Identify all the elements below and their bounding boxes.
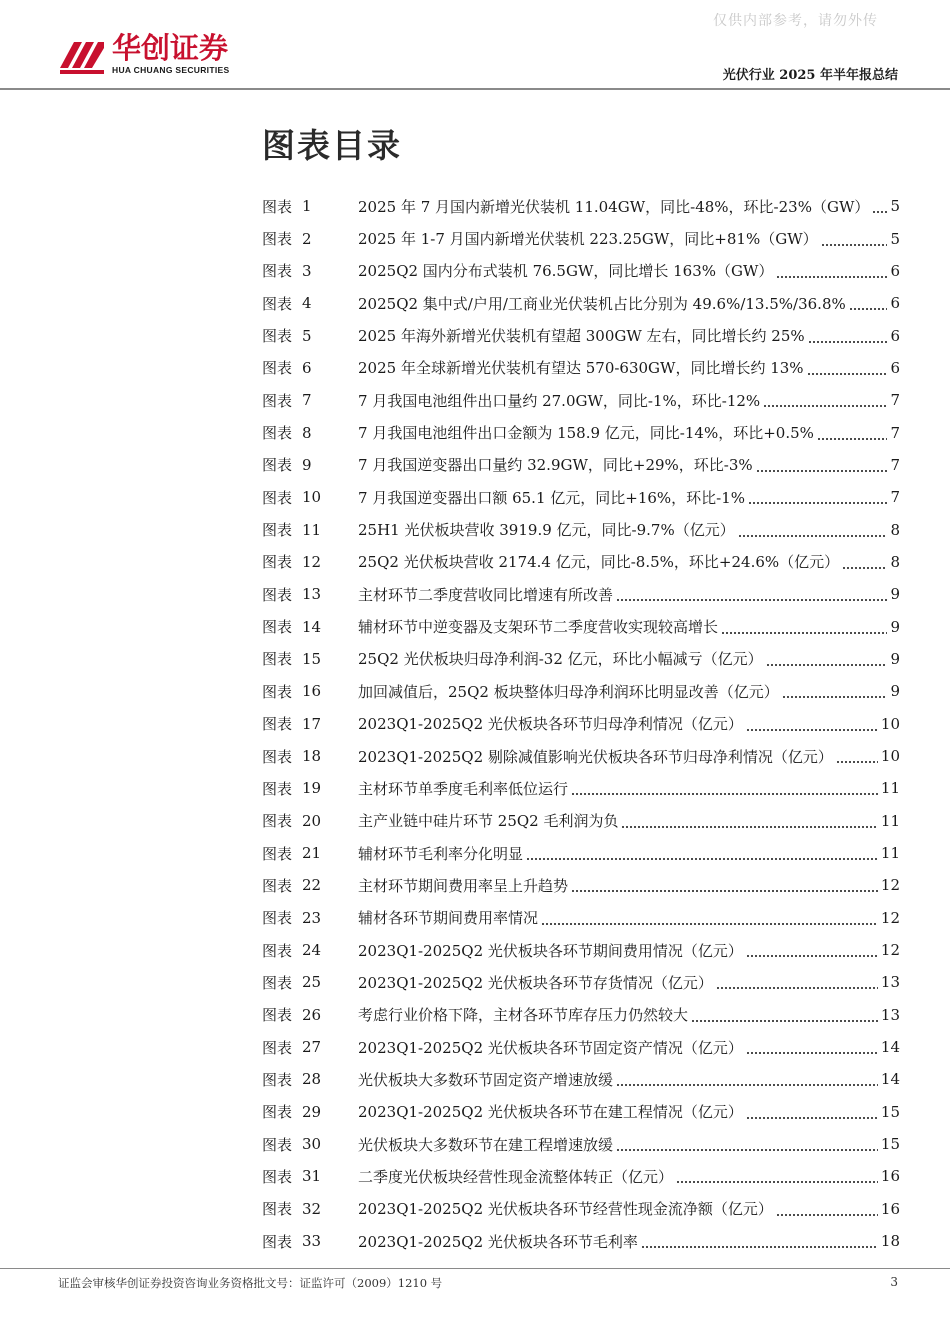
toc-entry-label: 图表 <box>262 1200 293 1219</box>
toc-entry-text: 2023Q1-2025Q2 光伏板块各环节在建工程情况（亿元） <box>358 1103 743 1122</box>
toc-entry[interactable] <box>262 610 900 642</box>
toc-entry-text: 考虑行业价格下降，主材各环节库存压力仍然较大 <box>358 1006 689 1025</box>
toc-dot-leader <box>676 1169 878 1187</box>
toc-entry-label: 图表 <box>262 197 293 216</box>
toc-entry-page: 13 <box>880 973 900 992</box>
toc-entry-number: 16 <box>302 682 322 701</box>
toc-entry-text: 2025 年全球新增光伏装机有望达 570-630GW，同比增长约 13% <box>358 359 804 378</box>
toc-entry-page: 6 <box>890 261 900 280</box>
toc-entry-page: 9 <box>890 617 900 636</box>
toc-dot-leader <box>836 749 878 767</box>
toc-entry[interactable] <box>262 1031 900 1063</box>
toc-entry-label: 图表 <box>262 941 293 960</box>
toc-entry-page: 12 <box>880 876 900 895</box>
toc-entry[interactable] <box>262 1160 900 1192</box>
toc-entry-page: 18 <box>880 1232 900 1251</box>
toc-entry-page: 13 <box>880 1005 900 1024</box>
toc-entry-label: 图表 <box>262 230 293 249</box>
toc-entry-label: 图表 <box>262 1167 293 1186</box>
toc-entry-text: 2025 年海外新增光伏装机有望超 300GW 左右，同比增长约 25% <box>358 327 805 346</box>
toc-entry[interactable] <box>262 222 900 254</box>
toc-entry-page: 16 <box>880 1167 900 1186</box>
toc-entry-number: 17 <box>302 714 322 733</box>
toc-entry-label: 图表 <box>262 618 293 637</box>
toc-entry-text: 2025Q2 国内分布式装机 76.5GW，同比增长 163%（GW） <box>358 262 774 281</box>
toc-entry-page: 6 <box>890 326 900 345</box>
toc-entry-page: 14 <box>880 1070 900 1089</box>
toc-entry-label: 图表 <box>262 391 293 410</box>
toc-dot-leader <box>817 426 888 444</box>
logo-mark-icon <box>58 30 106 76</box>
toc-entry-label: 图表 <box>262 844 293 863</box>
toc-dot-leader <box>821 232 888 250</box>
toc-entry-text: 2023Q1-2025Q2 光伏板块各环节经营性现金流净额（亿元） <box>358 1200 773 1219</box>
toc-entry[interactable] <box>262 1096 900 1128</box>
toc-dot-leader <box>616 1137 878 1155</box>
toc-entry-text: 辅材环节毛利率分化明显 <box>358 844 524 863</box>
toc-entry-page: 9 <box>890 585 900 604</box>
toc-entry-label: 图表 <box>262 1135 293 1154</box>
toc-entry[interactable] <box>262 513 900 545</box>
toc-dot-leader <box>746 1105 878 1123</box>
toc-entry-text: 主材环节二季度营收同比增速有所改善 <box>358 585 614 604</box>
toc-dot-leader <box>746 943 878 961</box>
toc-entry[interactable] <box>262 255 900 287</box>
toc-entry-number: 29 <box>302 1102 322 1121</box>
toc-entry-number: 23 <box>302 908 322 927</box>
toc-entry-page: 7 <box>890 488 900 507</box>
toc-entry-number: 6 <box>302 358 312 377</box>
toc-entry-number: 12 <box>302 552 322 571</box>
toc-entry-page: 8 <box>890 520 900 539</box>
toc-entry-number: 10 <box>302 488 322 507</box>
toc-entry-label: 图表 <box>262 553 293 572</box>
toc-entry-text: 光伏板块大多数环节在建工程增速放缓 <box>358 1135 614 1154</box>
toc-entry-text: 2023Q1-2025Q2 光伏板块各环节存货情况（亿元） <box>358 973 713 992</box>
toc-entry[interactable] <box>262 934 900 966</box>
toc-entry-number: 2 <box>302 229 312 248</box>
toc-entry-label: 图表 <box>262 262 293 281</box>
toc-entry-number: 11 <box>302 520 322 539</box>
toc-dot-leader <box>616 587 887 605</box>
toc-entry-page: 12 <box>880 908 900 927</box>
toc-entry[interactable] <box>262 546 900 578</box>
footer-disclaimer: 证监会审核华创证券投资咨询业务资格批文号：证监许可（2009）1210 号 <box>58 1276 443 1290</box>
toc-entry-number: 31 <box>302 1167 322 1186</box>
toc-entry-number: 32 <box>302 1199 322 1218</box>
toc-entry-text: 加回减值后，25Q2 板块整体归母净利润环比明显改善（亿元） <box>358 682 779 701</box>
toc-entry[interactable] <box>262 481 900 513</box>
toc-entry-label: 图表 <box>262 747 293 766</box>
toc-entry-text: 主材环节期间费用率呈上升趋势 <box>358 876 569 895</box>
toc-entry[interactable] <box>262 190 900 222</box>
toc-entry-page: 11 <box>880 811 900 830</box>
toc-entry-label: 图表 <box>262 650 293 669</box>
logo-name-cn: 华创证券 <box>112 31 229 65</box>
toc-entry-text: 7 月我国逆变器出口量约 32.9GW，同比+29%，环比-3% <box>358 456 753 475</box>
toc-entry-number: 26 <box>302 1005 322 1024</box>
footer-divider <box>0 1268 950 1269</box>
toc-entry-text: 辅材环节中逆变器及支架环节二季度营收实现较高增长 <box>358 618 719 637</box>
toc-dot-leader <box>807 361 888 379</box>
toc-entry-label: 图表 <box>262 1038 293 1057</box>
toc-entry[interactable] <box>262 1063 900 1095</box>
company-logo <box>58 30 258 80</box>
toc-entry[interactable] <box>262 902 900 934</box>
toc-dot-leader <box>571 781 878 799</box>
toc-entry-label: 图表 <box>262 521 293 540</box>
toc-entry[interactable] <box>262 1128 900 1160</box>
toc-entry-label: 图表 <box>262 294 293 313</box>
toc-dot-leader <box>526 846 878 864</box>
toc-entry[interactable] <box>262 869 900 901</box>
toc-entry-number: 15 <box>302 649 322 668</box>
toc-entry-text: 辅材各环节期间费用率情况 <box>358 909 539 928</box>
toc-dot-leader <box>621 814 877 832</box>
toc-entry-text: 2025Q2 集中式/户用/工商业光伏装机占比分别为 49.6%/13.5%/36.8% <box>358 294 846 313</box>
toc-dot-leader <box>776 1202 878 1220</box>
toc-entry-number: 8 <box>302 423 312 442</box>
toc-entry-label: 图表 <box>262 715 293 734</box>
toc-entry-page: 11 <box>880 844 900 863</box>
toc-entry[interactable] <box>262 966 900 998</box>
toc-dot-leader <box>872 199 887 217</box>
report-header-title: 光伏行业 2025 年半年报总结 <box>722 68 898 83</box>
toc-dot-leader <box>746 1040 878 1058</box>
toc-entry-label: 图表 <box>262 779 293 798</box>
toc-dot-leader <box>756 458 888 476</box>
toc-entry[interactable] <box>262 416 900 448</box>
toc-entry-label: 图表 <box>262 909 293 928</box>
toc-entry[interactable] <box>262 352 900 384</box>
toc-entry-text: 主产业链中硅片环节 25Q2 毛利润为负 <box>358 812 619 831</box>
toc-entry-number: 3 <box>302 261 312 280</box>
toc-dot-leader <box>776 264 887 282</box>
toc-entry-page: 8 <box>890 552 900 571</box>
toc-entry-page: 14 <box>880 1038 900 1057</box>
toc-entry-text: 2023Q1-2025Q2 光伏板块各环节期间费用情况（亿元） <box>358 941 743 960</box>
toc-entry-label: 图表 <box>262 973 293 992</box>
toc-entry[interactable] <box>262 578 900 610</box>
toc-entry-page: 7 <box>890 455 900 474</box>
toc-entry[interactable] <box>262 837 900 869</box>
toc-entry-page: 15 <box>880 1135 900 1154</box>
toc-entry-text: 7 月我国电池组件出口量约 27.0GW，同比-1%，环比-12% <box>358 391 761 410</box>
toc-dot-leader <box>691 1008 878 1026</box>
toc-entry-number: 22 <box>302 876 322 895</box>
toc-entry-number: 18 <box>302 747 322 766</box>
toc-entry-number: 13 <box>302 585 322 604</box>
toc-entry-text: 二季度光伏板块经营性现金流整体转正（亿元） <box>358 1167 674 1186</box>
toc-entry-label: 图表 <box>262 1070 293 1089</box>
toc-entry[interactable] <box>262 708 900 740</box>
toc-entry-page: 16 <box>880 1199 900 1218</box>
toc-entry-label: 图表 <box>262 682 293 701</box>
toc-dot-leader <box>748 490 887 508</box>
toc-entry-text: 2023Q1-2025Q2 剔除减值影响光伏板块各环节归母净利情况（亿元） <box>358 747 833 766</box>
toc-entry[interactable] <box>262 449 900 481</box>
toc-entry-page: 10 <box>880 747 900 766</box>
toc-entry-text: 2025 年 1-7 月国内新增光伏装机 223.25GW，同比+81%（GW） <box>358 230 818 249</box>
toc-entry-text: 光伏板块大多数环节固定资产增速放缓 <box>358 1070 614 1089</box>
toc-entry-text: 2023Q1-2025Q2 光伏板块各环节归母净利情况（亿元） <box>358 715 743 734</box>
toc-entry-number: 30 <box>302 1135 322 1154</box>
toc-dot-leader <box>849 296 888 314</box>
toc-dot-leader <box>716 975 878 993</box>
toc-entry-text: 2023Q1-2025Q2 光伏板块各环节固定资产情况（亿元） <box>358 1038 743 1057</box>
toc-entry-page: 5 <box>890 197 900 216</box>
toc-entry-label: 图表 <box>262 424 293 443</box>
toc-list <box>262 190 900 1257</box>
toc-entry[interactable] <box>262 999 900 1031</box>
toc-entry-label: 图表 <box>262 456 293 475</box>
toc-entry-label: 图表 <box>262 1006 293 1025</box>
toc-entry[interactable] <box>262 805 900 837</box>
toc-entry-text: 7 月我国电池组件出口金额为 158.9 亿元，同比-14%，环比+0.5% <box>358 424 814 443</box>
toc-entry-number: 28 <box>302 1070 322 1089</box>
toc-dot-leader <box>782 684 888 702</box>
toc-entry-label: 图表 <box>262 488 293 507</box>
toc-entry-page: 5 <box>890 229 900 248</box>
watermark-text: 仅供内部参考，请勿外传 <box>713 13 878 29</box>
toc-dot-leader <box>746 717 878 735</box>
header-divider <box>0 88 950 90</box>
toc-dot-leader <box>766 652 888 670</box>
toc-entry-page: 6 <box>890 294 900 313</box>
toc-entry-number: 27 <box>302 1038 322 1057</box>
toc-dot-leader <box>763 393 887 411</box>
toc-entry-label: 图表 <box>262 585 293 604</box>
toc-entry-page: 15 <box>880 1102 900 1121</box>
toc-entry-label: 图表 <box>262 359 293 378</box>
toc-entry-page: 9 <box>890 682 900 701</box>
toc-entry-text: 7 月我国逆变器出口额 65.1 亿元，同比+16%，环比-1% <box>358 488 746 507</box>
toc-entry[interactable] <box>262 643 900 675</box>
toc-dot-leader <box>738 523 888 541</box>
toc-dot-leader <box>721 620 887 638</box>
toc-entry[interactable] <box>262 1193 900 1225</box>
toc-dot-leader <box>616 1072 878 1090</box>
toc-dot-leader <box>842 555 887 573</box>
toc-entry-text: 主材环节单季度毛利率低位运行 <box>358 779 569 798</box>
toc-entry-page: 7 <box>890 391 900 410</box>
toc-entry[interactable] <box>262 384 900 416</box>
toc-entry-text: 2025 年 7 月国内新增光伏装机 11.04GW，同比-48%，环比-23%（GW） <box>358 197 870 216</box>
toc-entry-page: 7 <box>890 423 900 442</box>
toc-entry-label: 图表 <box>262 876 293 895</box>
toc-entry-number: 25 <box>302 973 322 992</box>
toc-entry-label: 图表 <box>262 1103 293 1122</box>
toc-entry-number: 19 <box>302 779 322 798</box>
toc-entry-number: 14 <box>302 617 322 636</box>
toc-entry-text: 2023Q1-2025Q2 光伏板块各环节毛利率 <box>358 1232 638 1251</box>
logo-name-en: HUA CHUANG SECURITIES <box>112 65 230 75</box>
toc-entry-number: 21 <box>302 844 322 863</box>
toc-entry-page: 6 <box>890 358 900 377</box>
toc-entry-label: 图表 <box>262 1232 293 1251</box>
toc-entry[interactable] <box>262 319 900 351</box>
toc-entry-number: 24 <box>302 941 322 960</box>
toc-entry-number: 5 <box>302 326 312 345</box>
toc-dot-leader <box>541 911 878 929</box>
toc-entry[interactable] <box>262 1225 900 1257</box>
toc-entry[interactable] <box>262 675 900 707</box>
toc-entry[interactable] <box>262 772 900 804</box>
toc-dot-leader <box>808 329 888 347</box>
toc-entry-number: 7 <box>302 391 312 410</box>
toc-entry-label: 图表 <box>262 327 293 346</box>
toc-entry-page: 10 <box>880 714 900 733</box>
toc-entry-text: 25Q2 光伏板块营收 2174.4 亿元，同比-8.5%，环比+24.6%（亿元） <box>358 553 840 572</box>
toc-dot-leader <box>641 1234 878 1252</box>
toc-entry[interactable] <box>262 740 900 772</box>
toc-title: 图表目录 <box>262 126 402 165</box>
toc-entry-page: 9 <box>890 649 900 668</box>
toc-entry-number: 20 <box>302 811 322 830</box>
toc-entry[interactable] <box>262 287 900 319</box>
toc-entry-page: 12 <box>880 941 900 960</box>
toc-entry-number: 33 <box>302 1232 322 1251</box>
toc-entry-number: 9 <box>302 455 312 474</box>
toc-entry-text: 25H1 光伏板块营收 3919.9 亿元，同比-9.7%（亿元） <box>358 521 735 540</box>
toc-entry-number: 4 <box>302 294 312 313</box>
toc-entry-text: 25Q2 光伏板块归母净利润-32 亿元，环比小幅减亏（亿元） <box>358 650 763 669</box>
toc-entry-number: 1 <box>302 197 312 216</box>
toc-entry-label: 图表 <box>262 812 293 831</box>
page-number: 3 <box>890 1275 898 1289</box>
toc-dot-leader <box>571 878 878 896</box>
toc-entry-page: 11 <box>880 779 900 798</box>
